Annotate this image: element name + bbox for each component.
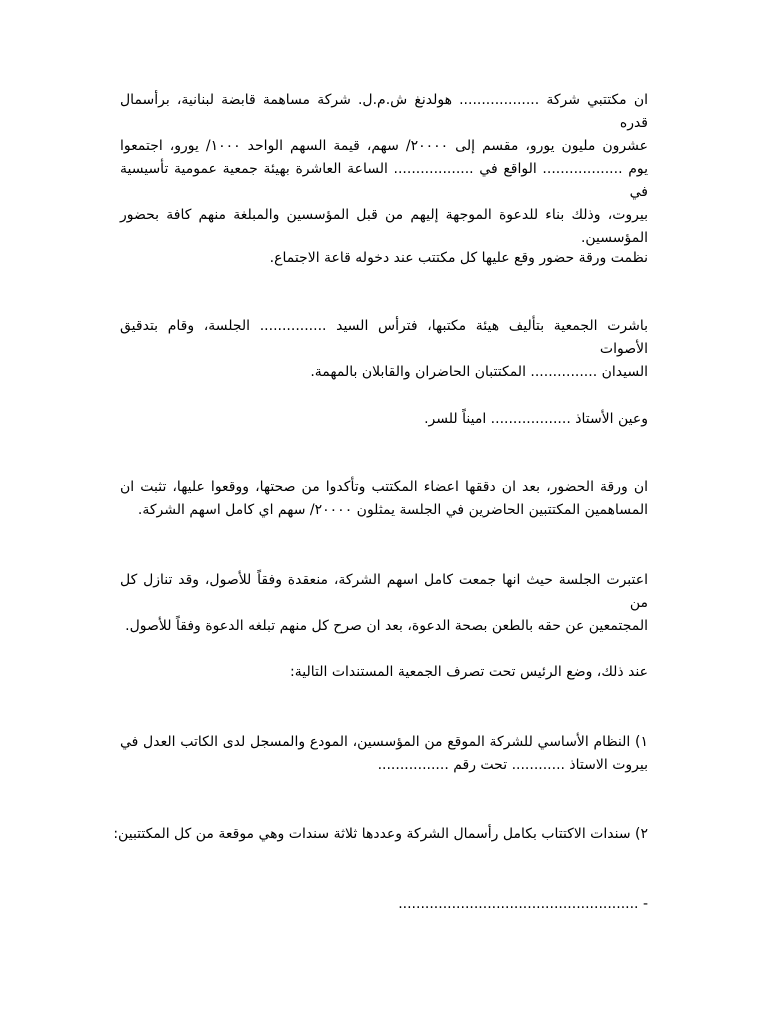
- text-line: المؤسسين.: [580, 230, 648, 246]
- text-line: عند ذلك، وضع الرئيس تحت تصرف الجمعية المستندات التالية:: [290, 664, 648, 680]
- paragraph-attendance-verification: [120, 476, 648, 522]
- text-line: ان ورقة الحضور، بعد ان دققها اعضاء المكتتب وتأكدوا من صحتها، ووقعوا عليها، تثبت ان: [120, 479, 648, 495]
- text-line: المجتمعين عن حقه بالطعن بصحة الدعوة، بعد ان صرح كل منهم تبلغه الدعوة وفقاً للأصول.: [125, 618, 648, 634]
- text-line: ان مكتتبي شركة .................. هولدنغ ش.م.ل. شركة مساهمة قابضة لبنانية، برأسمال قدره: [120, 92, 648, 131]
- text-line: يوم .................. الواقع في .................. الساعة العاشرة بهيئة جمعية عمومية تأسيسية في: [120, 161, 648, 200]
- text-line: ١) النظام الأساسي للشركة الموقع من المؤسسين، المودع والمسجل لدى الكاتب العدل في: [120, 734, 648, 750]
- text-line: عشرون مليون يورو، مقسم إلى ٢٠٠٠٠/ سهم، قيمة السهم الواحد ١٠٠٠/ يورو، اجتمعوا: [120, 138, 648, 154]
- text-line: بيروت، وذلك بناء للدعوة الموجهة إليهم من قبل المؤسسين والمبلغة منهم كافة بحضور: [120, 207, 648, 223]
- paragraph-session-validity: [120, 569, 648, 638]
- paragraph-secretary: [120, 408, 648, 431]
- text-line: السيدان ............... المكتتبان الحاضران والقابلان بالمهمة.: [310, 364, 648, 380]
- paragraph-attendance-sheet: [120, 247, 648, 270]
- text-line: ٢) سندات الاكتتاب بكامل رأسمال الشركة وعددها ثلاثة سندات وهي موقعة من كل المكتتبين:: [113, 826, 648, 842]
- list-item-subscription-bonds: [113, 823, 648, 846]
- paragraph-meeting-intro: [120, 89, 648, 250]
- text-line: - ......................................................: [398, 896, 648, 912]
- text-line: المساهمين المكتتبين الحاضرين في الجلسة يمثلون ٢٠٠٠٠/ سهم اي كامل اسهم الشركة.: [137, 502, 648, 518]
- text-line: وعين الأستاذ .................. اميناً للسر.: [424, 411, 648, 427]
- text-line: باشرت الجمعية بتأليف هيئة مكتبها، فترأس السيد ............... الجلسة، وقام بتدقيق الأصوات: [120, 318, 648, 357]
- text-line: نظمت ورقة حضور وقع عليها كل مكتتب عند دخوله قاعة الاجتماع.: [269, 250, 648, 266]
- paragraph-bureau-formation: [120, 315, 648, 384]
- text-line: بيروت الاستاذ ............ تحت رقم ................: [377, 757, 648, 773]
- paragraph-documents-intro: [120, 661, 648, 684]
- list-item-subscriber-blank: [120, 893, 648, 916]
- list-item-articles-of-association: [120, 731, 648, 777]
- text-line: اعتبرت الجلسة حيث انها جمعت كامل اسهم الشركة، منعقدة وفقاً للأصول، وقد تنازل كل من: [120, 572, 648, 611]
